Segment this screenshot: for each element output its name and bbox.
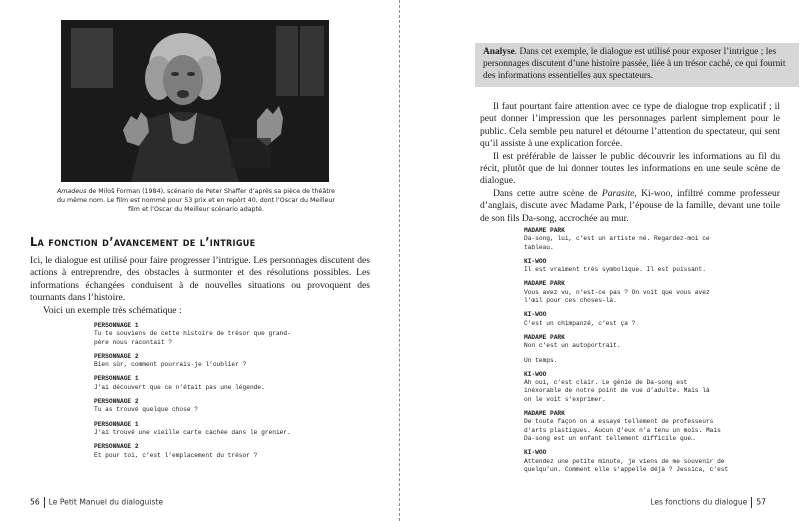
dialogue-line: Da-song, lui, c’est un artiste né. Regardez-moi ce (524, 235, 710, 243)
dialogue-line: J’ai découvert que ce n’était pas une légende. (94, 383, 265, 391)
left-script-excerpt (94, 322, 374, 466)
dialogue-block (94, 375, 374, 392)
dialogue-block (94, 353, 374, 370)
dialogue-block (524, 410, 784, 443)
dialogue-line: tableau. (524, 243, 554, 251)
left-page (0, 0, 398, 521)
dialogue-line: Da-song est un enfant tellement difficile que… (524, 434, 695, 442)
p3-before: Dans cette autre scène de (493, 187, 602, 199)
dialogue-line: J’ai trouvé une vieille carte cachée dans le grenier. (94, 428, 291, 436)
right-running-title: Les fonctions du dialogue (650, 497, 748, 507)
dialogue-block (524, 258, 784, 275)
dialogue-line: inéxorable de notre point de vue d’adulte. Mais là (524, 387, 710, 395)
analysis-label: Analyse (483, 47, 515, 57)
speaker-name: KI-WOO (524, 311, 547, 319)
dialogue-block (524, 371, 784, 404)
p3-after: , Ki-woo, infiltré comme professeur d’anglais, discute avec Madame Park, l’épouse de la famille, devant une toile de son fils Da-song, accrochée au mur. (480, 187, 780, 224)
p3-film-title: Parasite (601, 187, 635, 199)
right-paragraph-3 (480, 188, 780, 225)
dialogue-block (94, 398, 374, 415)
dialogue-line: Attendez une petite minute, je viens de me souvenir de (524, 457, 725, 465)
analysis-box (475, 43, 799, 87)
left-paragraph: Ici, le dialogue est utilisé pour faire progresser l’intrigue. Les personnages discutent des actions à entreprendre, des obstacles à surmonter et des résolutions possibles. Les informations échangées conduisent à de nouvelles situations ou provoquent des tournants dans l’histoire. (30, 255, 370, 304)
dialogue-line: Tu te souviens de cette histoire de trésor que grand- (94, 330, 291, 338)
dialogue-line: Il est vraiment très symbolique. Il est puissant. (524, 266, 706, 274)
speaker-name: MADAME PARK (524, 333, 565, 341)
footer-divider (44, 497, 45, 508)
dialogue-block (524, 449, 784, 474)
right-footer (650, 497, 766, 508)
dialogue-line: Bien sûr, comment pourrais-je l’oublier ? (94, 361, 247, 369)
film-still-photo (61, 20, 329, 182)
right-paragraph-1: Il faut pourtant faire attention avec ce type de dialogue trop explicatif ; il peut donner l’impression que les personnages parlent simplement pour le public. Cela semble peu naturel et détourne l’attention du spectateur, qui sent qu’il assiste à une explication forcée. (480, 101, 780, 150)
dialogue-line: on le voit s’exprimer. (524, 395, 606, 403)
right-body-text (480, 101, 780, 225)
speaker-name: PERSONNAGE 2 (94, 352, 139, 360)
speaker-name: PERSONNAGE 2 (94, 443, 139, 451)
right-paragraph-2: Il est préférable de laisser le public découvrir les informations au fil du récit, plutôt que de lui donner toutes les informations en une seule scène de dialogue. (480, 150, 780, 187)
film-still-illustration (61, 20, 329, 182)
dialogue-line: l’œil pour ces choses-là. (524, 297, 617, 305)
caption-film-title: Amadeus (56, 188, 87, 195)
dialogue-block (524, 227, 784, 252)
page-spine-divider (399, 0, 400, 521)
dialogue-line: Vous avez vu, n’est-ce pas ? On voit que vous avez (524, 288, 710, 296)
dialogue-line: Non c’est un autoportrait. (524, 342, 621, 350)
speaker-name: PERSONNAGE 1 (94, 420, 139, 428)
left-running-title: Le Petit Manuel du dialoguiste (48, 497, 164, 507)
speaker-name: PERSONNAGE 1 (94, 322, 139, 329)
dialogue-line: De toute façon on a essayé tellement de professeurs (524, 418, 714, 426)
right-page (402, 0, 800, 521)
photo-caption (56, 187, 336, 214)
speaker-name: MADAME PARK (524, 227, 565, 234)
dialogue-block (524, 311, 784, 328)
speaker-name: MADAME PARK (524, 280, 565, 288)
speaker-name: PERSONNAGE 2 (94, 398, 139, 406)
dialogue-line: d’arts plastiques. Aucun d’eux n’a tenu un mois. Mais (524, 426, 721, 434)
footer-divider (751, 497, 752, 508)
analysis-text: . Dans cet exemple, le dialogue est utilisé pour exposer l’intrigue ; les personnages discutent d’une histoire passée, liée à un trésor caché, ce qui fournit des informations essentielles aux spectateurs. (483, 47, 786, 81)
right-page-number: 57 (756, 497, 766, 507)
dialogue-block (524, 280, 784, 305)
dialogue-line: Et pour toi, c’est l’emplacement du trésor ? (94, 451, 258, 459)
dialogue-line: quelqu’un. Comment elle s’appelle déjà ? Jessica, c’est (524, 465, 729, 473)
dialogue-block (94, 421, 374, 438)
speaker-name: KI-WOO (524, 257, 547, 265)
speaker-name: PERSONNAGE 1 (94, 375, 139, 383)
section-title: La fonction d’avancement de l’intrigue (30, 234, 256, 249)
speaker-name: KI-WOO (524, 449, 547, 457)
left-page-number: 56 (30, 497, 40, 507)
dialogue-line: père nous racontait ? (94, 338, 172, 346)
dialogue-block (524, 334, 784, 351)
left-body-text (30, 255, 370, 317)
right-script-excerpt (524, 227, 784, 480)
left-footer (30, 497, 163, 508)
speaker-name: KI-WOO (524, 370, 547, 378)
stage-direction: Un temps. (524, 356, 558, 364)
dialogue-block (94, 443, 374, 460)
left-intro: Voici un exemple très schématique : (43, 304, 182, 316)
dialogue-line: Tu as trouvé quelque chose ? (94, 406, 198, 414)
dialogue-block (94, 322, 374, 347)
dialogue-line: C’est un chimpanzé, c’est ça ? (524, 319, 636, 327)
speaker-name: MADAME PARK (524, 410, 565, 418)
dialogue-line: Ah oui, c’est clair. Le génie de Da-song est (524, 379, 688, 387)
caption-text: de Miloš Forman (1984), scénario de Peter Shaffer d’après sa pièce de théâtre du même nom. Le film est nommé pour 53 prix et en repòrt 40, dont l’Oscar du Meilleur film et l’Oscar du Meilleur scénario adapté. (57, 188, 336, 213)
